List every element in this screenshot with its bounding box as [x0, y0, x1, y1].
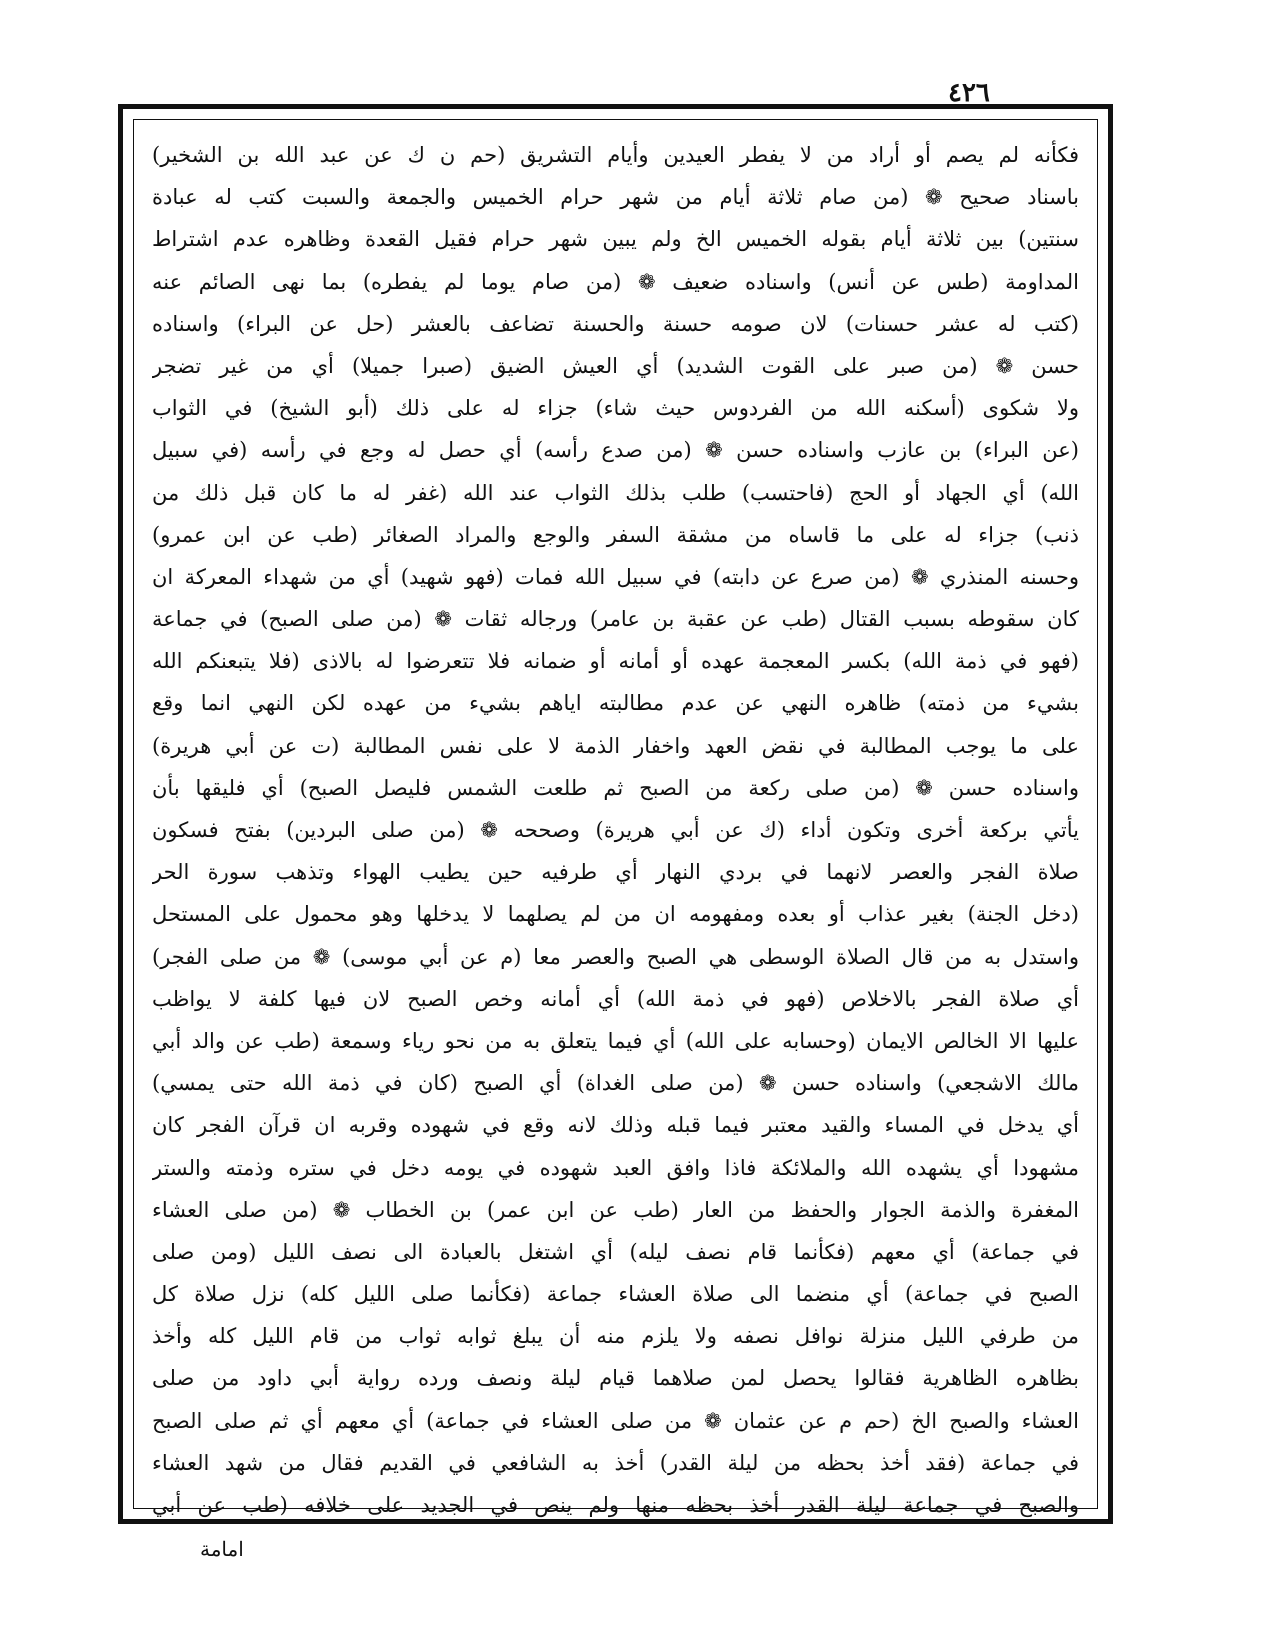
text-line: أي صلاة الفجر بالاخلاص (فهو في ذمة الله) أي أمانه وخص الصبح لان فيها كلفة لا يواظب — [152, 986, 1079, 1011]
text-line: فكأنه لم يصم أو أراد من لا يفطر العيدين وأيام التشريق (حم ن ك عن عبد الله بن الشخير) — [152, 143, 1079, 167]
text-line: صلاة الفجر والعصر لانهما في بردي النهار أي طرفيه حين يطيب الهواء وتذهب سورة الحر — [152, 860, 1079, 885]
text-line: مالك الاشجعي) واسناده حسن ❁ (من صلى الغداة) أي الصبح (كان في ذمة الله حتى يمسي) — [152, 1071, 1079, 1096]
catchword: امامة — [200, 1537, 244, 1561]
inner-border — [133, 119, 1098, 1517]
text-line: (فهو في ذمة الله) بكسر المعجمة عهده أو أمانه أو ضمانه فلا تتعرضوا له بالاذى (فلا يتبعنكم الله — [152, 649, 1079, 674]
text-line: واستدل به من قال الصلاة الوسطى هي الصبح والعصر معا (م عن أبي موسى) ❁ من صلى الفجر) — [152, 944, 1079, 969]
text-line: المغفرة والذمة الجوار والحفظ من العار (طب عن ابن عمر) بن الخطاب ❁ (من صلى العشاء — [152, 1197, 1079, 1222]
text-line: في جماعة (فقد أخذ بحظه من ليلة القدر) أخذ به الشافعي في القديم فقال من شهد العشاء — [152, 1450, 1079, 1475]
text-line: سنتين) بين ثلاثة أيام بقوله الخميس الخ ولم يبين شهر حرام فقيل القعدة وظاهره عدم اشتراط — [152, 227, 1079, 252]
text-line: (عن البراء) بن عازب واسناده حسن ❁ (من صدع رأسه) أي حصل له وجع في رأسه (في سبيل — [152, 438, 1079, 463]
text-line: على ما يوجب المطالبة في نقض العهد واخفار الذمة لا على نفس المطالبة (ت عن أبي هريرة) — [152, 733, 1079, 758]
text-line: (دخل الجنة) بغير عذاب أو بعده ومفهومه ان من لم يصلهما لا يدخلها وهو محمول على المستحل — [152, 902, 1079, 927]
text-line: الصبح في جماعة) أي منضما الى صلاة العشاء جماعة (فكأنما صلى الليل كله) نزل صلاة كل — [152, 1282, 1079, 1307]
text-line: واسناده حسن ❁ (من صلى ركعة من الصبح ثم طلعت الشمس فليصل الصبح) أي فليقها بأن — [152, 775, 1079, 800]
text-line: وحسنه المنذري ❁ (من صرع عن دابته) في سبيل الله فمات (فهو شهيد) أي من شهداء المعركة ان — [152, 564, 1079, 589]
text-line: يأتي بركعة أخرى وتكون أداء (ك عن أبي هريرة) وصححه ❁ (من صلى البردين) بفتح فسكون — [152, 818, 1079, 842]
text-line: في جماعة) أي معهم (فكأنما قام نصف ليله) أي اشتغل بالعبادة الى نصف الليل (ومن صلى — [152, 1239, 1079, 1264]
text-line: بظاهره الظاهرية فقالوا يحصل لمن صلاهما قيام ليلة ونصف ورده رواية أبي داود من صلى — [152, 1366, 1079, 1391]
text-line: ولا شكوى (أسكنه الله من الفردوس حيث شاء) جزاء له على ذلك (أبو الشيخ) في الثواب — [152, 396, 1079, 421]
text-line: كان سقوطه بسبب القتال (طب عن عقبة بن عامر) ورجاله ثقات ❁ (من صلى الصبح) في جماعة — [152, 607, 1079, 632]
text-line: ذنب) جزاء له على ما قاساه من مشقة السفر والوجع والمراد الصغائر (طب عن ابن عمرو) — [152, 522, 1079, 547]
text-line: أي يدخل في المساء والقيد معتبر فيما قبله وذلك لانه وقع في شهوده وقربه ان قرآن الفجر كان — [152, 1113, 1079, 1138]
text-line: حسن ❁ (من صبر على القوت الشديد) أي العيش الضيق (صبرا جميلا) أي من غير تضجر — [152, 353, 1079, 378]
text-line: بشيء من ذمته) ظاهره النهي عن عدم مطالبته اياهم بشيء من عهده لكن النهي انما وقع — [152, 691, 1079, 716]
page-border — [118, 104, 1113, 1524]
text-line: من طرفي الليل منزلة نوافل نصفه ولا يلزم منه أن يبلغ ثوابه ثواب من قام الليل كله وأخذ — [152, 1324, 1079, 1349]
text-line: العشاء والصبح الخ (حم م عن عثمان ❁ من صلى العشاء في جماعة) أي معهم أي ثم صلى الصبح — [152, 1408, 1079, 1433]
text-line: المداومة (طس عن أنس) واسناده ضعيف ❁ (من صام يوما لم يفطره) بما نهى الصائم عنه — [152, 269, 1079, 294]
text-line: والصبح في جماعة ليلة القدر أخذ بحظه منها ولم ينص في الجديد على خلافه (طب عن أبي — [152, 1493, 1079, 1517]
text-line: الله) أي الجهاد أو الحج (فاحتسب) طلب بذلك الثواب عند الله (غفر له ما كان قبل ذلك من — [152, 480, 1079, 505]
main-text-block — [152, 134, 1079, 1517]
text-line: باسناد صحيح ❁ (من صام ثلاثة أيام من شهر حرام الخميس والجمعة والسبت كتب له عبادة — [152, 185, 1079, 210]
text-line: عليها الا الخالص الايمان (وحسابه على الله) أي فيما يتعلق به من نحو رياء وسمعة (طب عن والد أبي — [152, 1028, 1079, 1053]
text-line: مشهودا أي يشهده الله والملائكة فاذا وافق العبد شهوده في يومه دخل في ستره وذمته والستر — [152, 1155, 1079, 1180]
page-number: ٤٢٦ — [948, 78, 990, 108]
text-line: (كتب له عشر حسنات) لان صومه حسنة والحسنة تضاعف بالعشر (حل عن البراء) واسناده — [152, 311, 1079, 336]
